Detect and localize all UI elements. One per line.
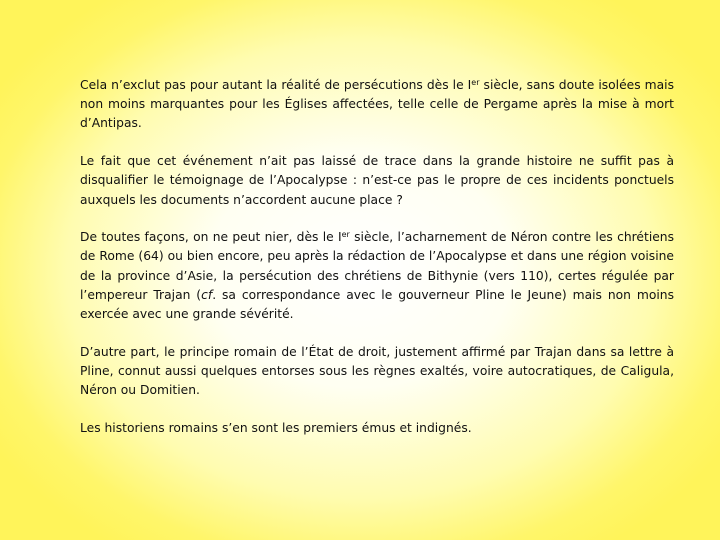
paragraph-1-text-a: Cela n’exclut pas pour autant la réalité de persécutions dès le I — [80, 78, 472, 92]
paragraph-3-superscript: er — [341, 230, 350, 240]
paragraph-3-italic-cf: cf — [201, 287, 213, 302]
slide-text-body — [80, 76, 674, 457]
paragraph-3-text-a: De toutes façons, on ne peut nier, dès le I — [80, 230, 342, 245]
paragraph-3-text-b: siècle, l’acharnement de Néron contre les chrétiens de Rome (64) ou bien encore, peu après la rédaction de l’Apocalypse et dans une région voisine de la province d’Asie, la persécution des chrétiens de Bithynie (vers 110), certes régulée par l’empereur Trajan ( — [80, 230, 674, 302]
paragraph-2: Le fait que cet événement n’ait pas laissé de trace dans la grande histoire ne suffit pas à disqualifier le témoignage de l’Apocalypse : n’est-ce pas le propre de ces incidents ponctuels auxquels les documents n’accordent aucune place ? — [80, 154, 674, 207]
paragraph-1-text-b: siècle, sans doute isolées mais non moins marquantes pour les Églises affectées, telle celle de Pergame après la mise à mort d’Antipas. — [80, 78, 674, 131]
paragraph-3-text-c: . sa correspondance avec le gouverneur Pline le Jeune) mais non moins exercée avec une grande sévérité. — [80, 287, 674, 322]
paragraph-4: D’autre part, le principe romain de l’État de droit, justement affirmé par Trajan dans sa lettre à Pline, connut aussi quelques entorses sous les règnes exaltés, voire autocratiques, de Caligula, Néron ou Domitien. — [80, 344, 674, 398]
paragraph-3 — [80, 228, 674, 324]
paragraph-1-superscript: er — [471, 78, 480, 87]
paragraph-5: Les historiens romains s’en sont les premiers émus et indignés. — [80, 420, 472, 435]
paragraph-1 — [80, 76, 674, 134]
